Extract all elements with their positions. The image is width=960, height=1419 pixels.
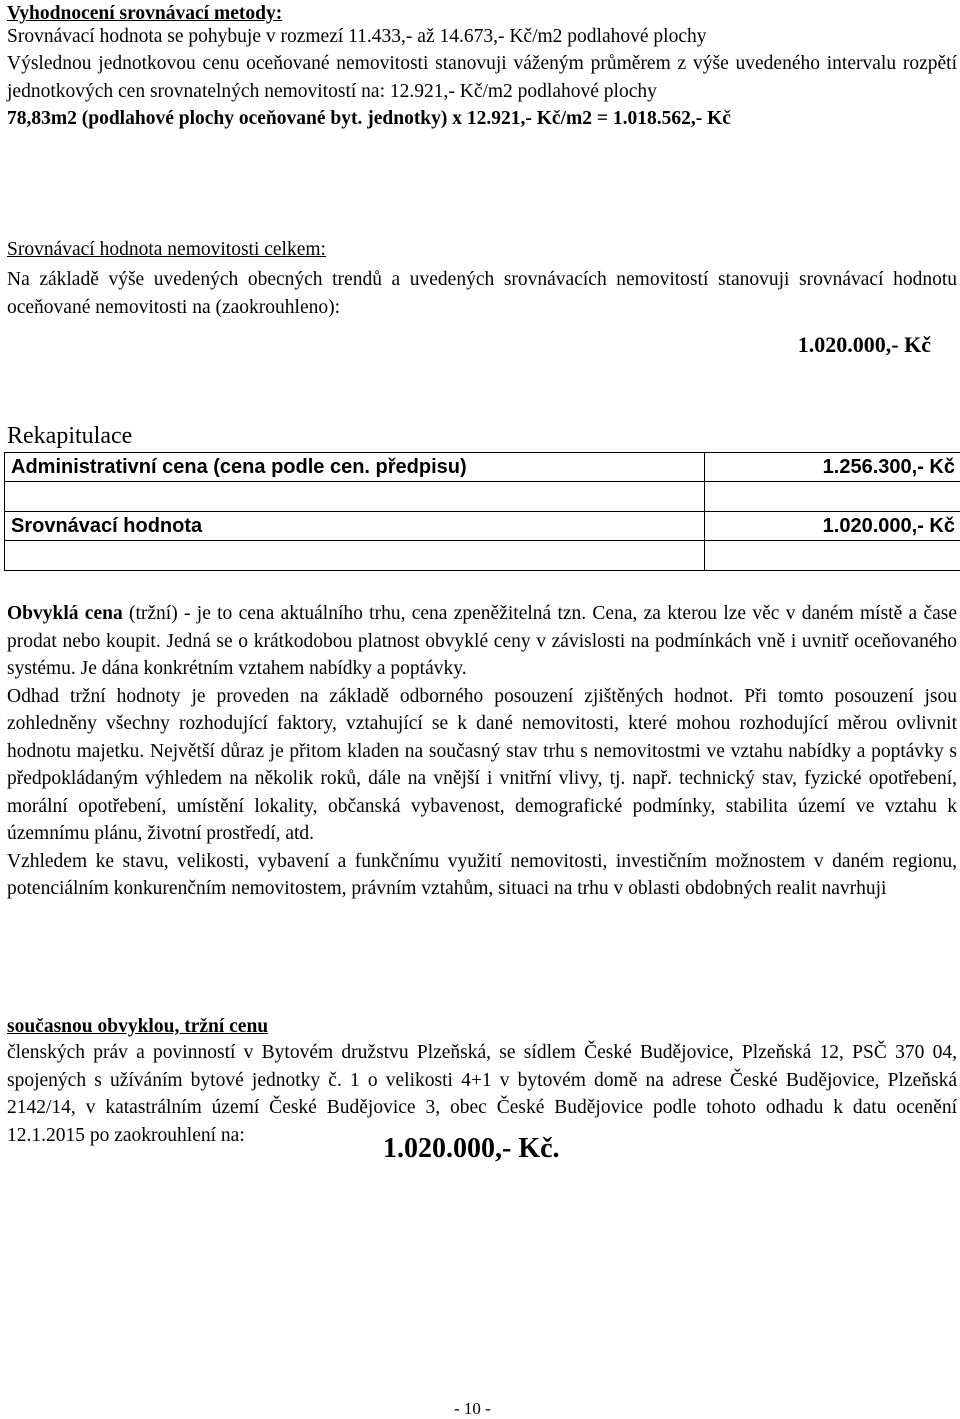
comparison-evaluation-heading: Vyhodnocení srovnávací metody: [7,3,283,24]
comparison-evaluation-body [7,23,957,132]
recap-spacer-row [5,482,960,512]
valuation-method-paragraph: Odhad tržní hodnoty je proveden na základě odborného posouzení zjištěných hodnot. Při tomto posouzení jsou zohledněny všechny rozhodující faktory, vztahující se k dané nemovitosti, které mohou rozhodující měrou ovlivnit hodnotu majetku. Největší důraz je přitom kladen na současný stav trhu s nemovitostmi ve vztahu nabídky a poptávky s předpokládaným výhledem na několik roků, dále na vnější i vnitřní vlivy, tj. např. technický stav, fyzické opotřebení, morální opotřebení, umístění lokality, občanská vybavenost, demografické podmínky, stabilita území ve vztahu k územnímu plánu, životní prostředí, atd. [7,685,957,844]
usual-price-text: (tržní) - je to cena aktuálního trhu, cena zpeněžitelná tzn. Cena, za kterou lze věc v daném místě a čase prodat nebo koupit. Jedná se o krátkodobou platnost obvyklé ceny v závislosti na podmínkách vně i uvnitř oceňovaného systému. Je dána konkrétním vztahem nabídky a poptávky. [7,603,957,679]
usual-price-definition [7,600,957,683]
recap-value-comparison: 1.020.000,- Kč [705,512,960,541]
market-value-explanation [7,600,957,903]
recap-row [5,453,960,482]
total-comparison-paragraph: Na základě výše uvedených obecných trendů a uvedených srovnávacích nemovitostí stanovuji srovnávací hodnotu oceňované nemovitosti na (zaokrouhleno): [7,269,957,318]
total-comparison-value: 1.020.000,- Kč [797,332,931,357]
proposal-paragraph: Vzhledem ke stavu, velikosti, vybavení a funkčnímu využití nemovitosti, investičním možnostem v daném regionu, potenciálním konkurenčním nemovitostem, právním vztahům, situaci na trhu v oblasti obdobných realit navrhuji [7,850,957,899]
recap-table [4,452,960,571]
market-price-value: 1.020.000,- Kč. [383,1133,560,1164]
total-comparison-heading: Srovnávací hodnota nemovitosti celkem: [7,239,326,260]
recap-value-admin: 1.256.300,- Kč [705,453,960,482]
page-number: - 10 - [454,1399,491,1418]
recap-label-comparison: Srovnávací hodnota [5,512,705,541]
recap-heading: Rekapitulace [7,423,133,449]
market-price-paragraph: členských práv a povinností v Bytovém družstvu Plzeňská, se sídlem České Budějovice, Plzeňská 12, PSČ 370 04, spojených s užíváním bytové jednotky č. 1 o velikosti 4+1 v bytovém domě na adrese České Budějovice, Plzeňská 2142/14, v katastrálním území České Budějovice 3, obec České Budějovice podle tohoto odhadu k datu ocenění 12.1.2015 po zaokrouhlení na: [7,1042,957,1146]
recap-spacer-row [5,541,960,571]
recap-row [5,512,960,541]
unit-price-paragraph: Výslednou jednotkovou cenu oceňované nemovitosti stanovuji váženým průměrem z výše uvedeného intervalu rozpětí jednotkových cen srovnatelných nemovitostí na: 12.921,- Kč/m2 podlahové plochy [7,53,957,102]
usual-price-term: Obvyklá cena [7,603,123,624]
market-price-heading: současnou obvyklou, tržní cenu [7,1016,269,1037]
recap-label-admin: Administrativní cena (cena podle cen. předpisu) [5,453,705,482]
calculation-line: 78,83m2 (podlahové plochy oceňované byt. jednotky) x 12.921,- Kč/m2 = 1.018.562,- Kč [7,108,731,129]
comparison-range-text: Srovnávací hodnota se pohybuje v rozmezí 11.433,- až 14.673,- Kč/m2 podlahové plochy [7,26,707,47]
